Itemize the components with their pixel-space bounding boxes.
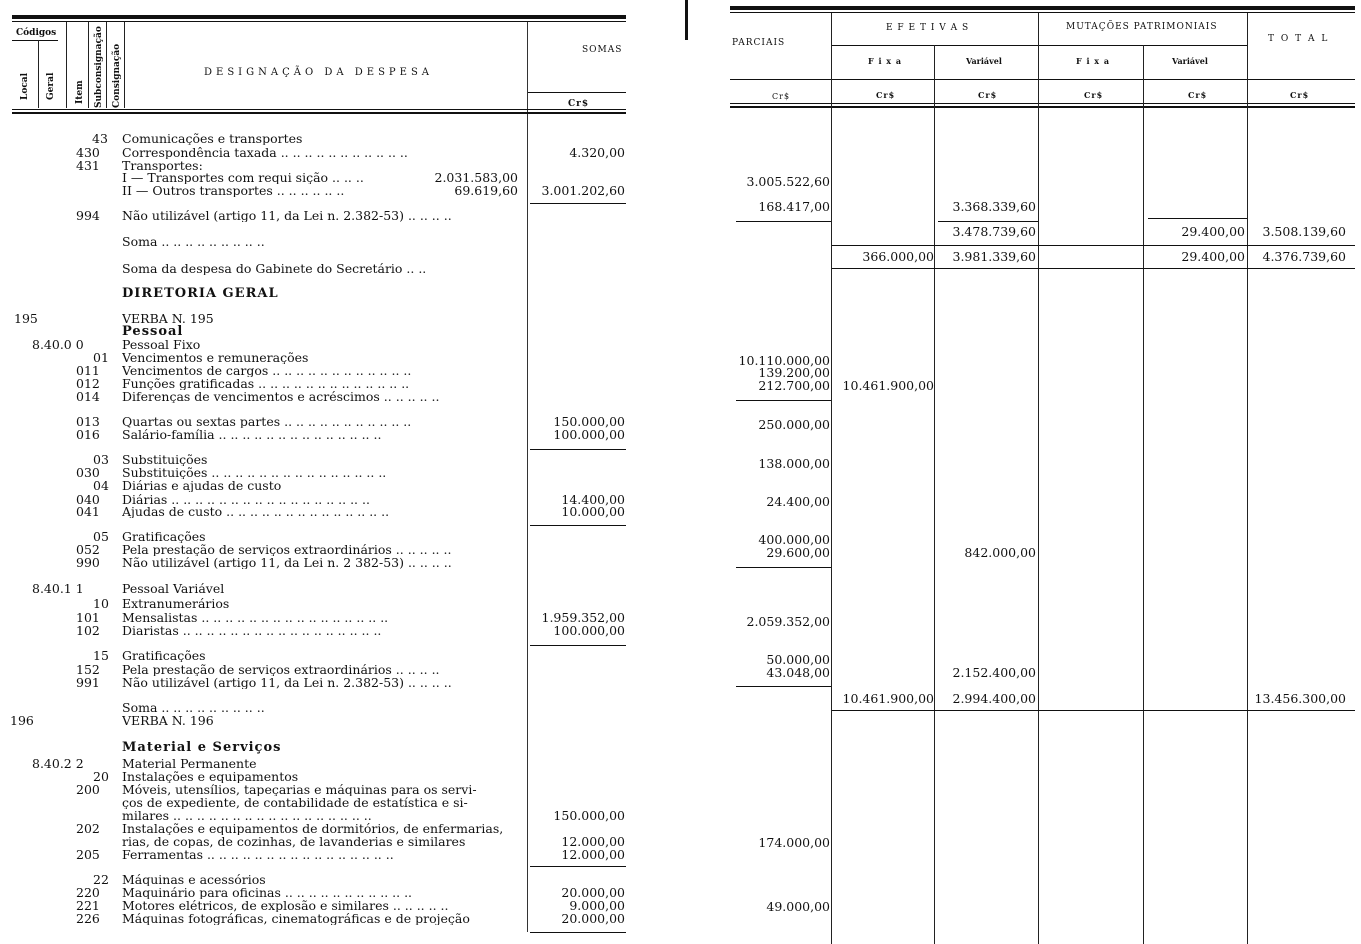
row-subtotal: 2.031.583,00 — [434, 170, 518, 185]
row-soma: 1.959.352,00 — [541, 610, 625, 625]
row-code: 014 — [76, 389, 100, 404]
value-parciais: 43.048,00 — [766, 665, 830, 680]
value-total: 3.508.139,60 — [1262, 224, 1346, 239]
value-parciais: 139.200,00 — [758, 365, 830, 380]
row-code: 016 — [76, 427, 100, 442]
row-designation: Maquinário para oficinas .. .. .. .. .. .. .. .. .. .. .. — [122, 886, 413, 899]
row-code: 221 — [76, 898, 100, 913]
col-divider — [1247, 13, 1248, 944]
row-designation: Vencimentos e remunerações — [122, 351, 309, 364]
value-var1: 842.000,00 — [964, 545, 1036, 560]
row-designation: Pela prestação de serviços extraordinários .. .. .. .. .. — [122, 543, 452, 556]
value-fixa1: 10.461.900,00 — [842, 378, 934, 393]
row-designation: Extranumerários — [122, 597, 230, 610]
row-designation: Motores elétricos, de explosão e similares .. .. .. .. .. — [122, 899, 449, 912]
sum-rule — [530, 525, 626, 526]
row-subtotal: 69.619,60 — [454, 183, 518, 198]
row-code: 040 — [76, 492, 100, 507]
row-designation: Transportes: — [122, 159, 203, 172]
value-parciais: 400.000,00 — [758, 532, 830, 547]
row-soma: 12.000,00 — [561, 847, 625, 862]
row-designation: Funções gratificadas .. .. .. .. .. .. .. .. .. .. .. .. .. — [122, 377, 410, 390]
top-rule — [12, 15, 626, 19]
value-var2: 29.400,00 — [1181, 249, 1245, 264]
row-code: 04 — [93, 478, 109, 493]
col-divider — [831, 13, 832, 944]
header-local: Local — [20, 72, 30, 100]
row-designation: Material e Serviços — [122, 741, 282, 754]
sum-rule — [530, 203, 626, 204]
row-code: 200 — [76, 782, 100, 797]
row-code: 10 — [93, 596, 109, 611]
row-code: 052 — [76, 542, 100, 557]
row-code: 226 — [76, 911, 100, 926]
row-soma: 100.000,00 — [553, 623, 625, 638]
value-var1: 3.478.739,60 — [952, 224, 1036, 239]
row-code: 8.40.1 1 — [32, 581, 84, 596]
row-code: 20 — [93, 769, 109, 784]
row-code: 990 — [76, 555, 100, 570]
row-code: 101 — [76, 610, 100, 625]
row-designation: I — Transportes com requi sição .. .. .. — [122, 171, 364, 184]
row-soma: 150.000,00 — [553, 414, 625, 429]
cr-var-2: Cr$ — [1188, 90, 1208, 100]
value-var2: 29.400,00 — [1181, 224, 1245, 239]
row-designation: Vencimentos de cargos .. .. .. .. .. .. .. .. .. .. .. .. — [122, 364, 412, 377]
row-code: 03 — [93, 452, 109, 467]
header-variavel-1: Variável — [966, 56, 1002, 66]
row-soma: 9.000,00 — [569, 898, 625, 913]
value-parciais: 50.000,00 — [766, 652, 830, 667]
row-designation: Ferramentas .. .. .. .. .. .. .. .. .. .. .. .. .. .. .. .. — [122, 848, 394, 861]
sum-rule — [736, 221, 831, 222]
sum-rule — [736, 686, 831, 687]
sum-rule — [736, 567, 831, 568]
row-soma: 10.000,00 — [561, 504, 625, 519]
row-code: 01 — [93, 350, 109, 365]
row-designation: Soma .. .. .. .. .. .. .. .. .. — [122, 235, 265, 248]
cr-parciais: Cr$ — [772, 92, 791, 101]
row-code: 8.40.2 2 — [32, 756, 84, 771]
row-code: 05 — [93, 529, 109, 544]
sum-rule — [530, 449, 626, 450]
row-code: 15 — [93, 648, 109, 663]
row-designation: Não utilizável (artigo 11, da Lei n. 2 382-53) .. .. .. .. — [122, 556, 452, 569]
header-divider — [88, 22, 89, 108]
row-code: 102 — [76, 623, 100, 638]
row-code: 196 — [10, 713, 34, 728]
row-code: 152 — [76, 662, 100, 677]
value-parciais: 2.059.352,00 — [746, 614, 830, 629]
row-designation: Não utilizável (artigo 11, da Lei n. 2.382-53) .. .. .. .. — [122, 676, 452, 689]
header-item: Item — [75, 80, 85, 104]
row-designation: Gratificações — [122, 530, 206, 543]
row-designation: Diárias e ajudas de custo — [122, 479, 282, 492]
book-spine — [684, 0, 689, 944]
value-parciais: 3.005.522,60 — [746, 174, 830, 189]
row-soma: 12.000,00 — [561, 834, 625, 849]
row-designation: rias, de copas, de cozinhas, de lavanderias e similares — [122, 835, 466, 848]
sum-rule — [530, 932, 626, 933]
row-soma: 14.400,00 — [561, 492, 625, 507]
row-designation: Diferenças de vencimentos e acréscimos .. .. .. .. .. — [122, 390, 440, 403]
cr-fixa-1: Cr$ — [876, 90, 896, 100]
row-code: 030 — [76, 465, 100, 480]
value-var1: 3.981.339,60 — [952, 249, 1036, 264]
value-fixa1: 10.461.900,00 — [842, 691, 934, 706]
col-divider — [1038, 13, 1039, 944]
value-fixa1: 366.000,00 — [862, 249, 934, 264]
sum-rule — [832, 245, 1355, 246]
value-var1: 2.152.400,00 — [952, 665, 1036, 680]
row-code: 013 — [76, 414, 100, 429]
row-soma: 20.000,00 — [561, 885, 625, 900]
row-code: 202 — [76, 821, 100, 836]
cr-total: Cr$ — [1290, 90, 1310, 100]
value-total: 13.456.300,00 — [1254, 691, 1346, 706]
header-efetivas: E F E T I V A S — [886, 23, 970, 33]
header-fixa-2: F i x a — [1076, 56, 1111, 66]
value-var1: 2.994.400,00 — [952, 691, 1036, 706]
header-subconsignacao: Subconsignação — [94, 26, 104, 108]
header-sub-rule — [832, 45, 1247, 46]
header-bottom-rule-2 — [730, 106, 1355, 108]
row-code: 012 — [76, 376, 100, 391]
row-designation: Pessoal — [122, 325, 184, 338]
header-divider — [106, 22, 107, 108]
row-designation: Quartas ou sextas partes .. .. .. .. .. .. .. .. .. .. .. — [122, 415, 412, 428]
row-code: 43 — [92, 131, 108, 146]
row-designation: VERBA N. 196 — [122, 714, 214, 727]
header-somas: SOMAS — [582, 45, 623, 55]
row-soma: 20.000,00 — [561, 911, 625, 926]
row-code: 8.40.0 0 — [32, 337, 84, 352]
row-designation: Substituições — [122, 453, 208, 466]
value-total: 4.376.739,60 — [1262, 249, 1346, 264]
value-parciais: 29.600,00 — [766, 545, 830, 560]
header-consignacao: Consignação — [112, 43, 122, 108]
header-bottom-rule — [12, 109, 626, 110]
header-parciais: PARCIAIS — [732, 38, 786, 48]
row-designation: Pessoal Variável — [122, 582, 225, 595]
sum-rule — [736, 400, 831, 401]
row-code: 195 — [14, 311, 38, 326]
row-soma: 3.001.202,60 — [541, 183, 625, 198]
row-code: 991 — [76, 675, 100, 690]
codigos-underline — [12, 40, 58, 41]
row-designation: Substituições .. .. .. .. .. .. .. .. .. .. .. .. .. .. .. — [122, 466, 387, 479]
header-cr-rule — [730, 79, 1355, 80]
value-parciais: 138.000,00 — [758, 456, 830, 471]
header-mutacoes: MUTAÇÕES PATRIMONIAIS — [1066, 22, 1218, 32]
row-designation: Soma .. .. .. .. .. .. .. .. .. — [122, 701, 265, 714]
sum-rule — [938, 221, 1038, 222]
row-designation: Diaristas .. .. .. .. .. .. .. .. .. .. .. .. .. .. .. .. .. — [122, 624, 382, 637]
header-total: T O T A L — [1268, 34, 1330, 44]
right-page — [700, 0, 1361, 944]
row-code: 041 — [76, 504, 100, 519]
left-page — [0, 0, 630, 944]
sum-rule — [1148, 218, 1247, 219]
header-bottom-rule-2 — [12, 112, 626, 114]
sum-rule — [530, 866, 626, 867]
row-designation: II — Outros transportes .. .. .. .. .. .. — [122, 184, 345, 197]
cr-fixa-2: Cr$ — [1084, 90, 1104, 100]
header-sep — [527, 92, 626, 93]
header-divider — [66, 22, 67, 108]
row-code: 431 — [76, 158, 100, 173]
row-designation: Diárias .. .. .. .. .. .. .. .. .. .. .. .. .. .. .. .. .. — [122, 493, 370, 506]
value-parciais: 174.000,00 — [758, 835, 830, 850]
sum-rule — [530, 645, 626, 646]
header-divider — [124, 22, 125, 108]
top-rule-thin — [730, 12, 1355, 13]
row-designation: Pela prestação de serviços extraordinários .. .. .. .. — [122, 663, 440, 676]
row-designation: Mensalistas .. .. .. .. .. .. .. .. .. .. .. .. .. .. .. .. — [122, 611, 389, 624]
row-soma: 100.000,00 — [553, 427, 625, 442]
row-designation: Pessoal Fixo — [122, 338, 201, 351]
row-code: 011 — [76, 363, 100, 378]
value-parciais: 10.110.000,00 — [738, 353, 830, 368]
value-var1: 3.368.339,60 — [952, 199, 1036, 214]
spine-mark — [685, 0, 688, 40]
row-designation: Instalações e equipamentos — [122, 770, 299, 783]
header-variavel-2: Variável — [1172, 56, 1208, 66]
row-designation: Salário-família .. .. .. .. .. .. .. .. .. .. .. .. .. .. — [122, 428, 382, 441]
sum-rule — [832, 710, 1355, 711]
row-designation: DIRETORIA GERAL — [122, 287, 279, 300]
row-designation: VERBA N. 195 — [122, 312, 214, 325]
row-designation: ços de expediente, de contabilidade de estatística e si- — [122, 796, 468, 809]
col-divider — [1143, 45, 1144, 944]
value-parciais: 250.000,00 — [758, 417, 830, 432]
row-code: 205 — [76, 847, 100, 862]
row-designation: Não utilizável (artigo 11, da Lei n. 2.382-53) .. .. .. .. — [122, 209, 452, 222]
top-rule-thin — [12, 21, 626, 22]
somas-divider — [527, 22, 528, 932]
sum-rule — [832, 268, 1355, 269]
header-bottom-rule — [730, 103, 1355, 104]
value-parciais: 212.700,00 — [758, 378, 830, 393]
row-designation: Instalações e equipamentos de dormitórios, de enfermarias, — [122, 822, 504, 835]
row-designation: Móveis, utensílios, tapeçarias e máquinas para os servi- — [122, 783, 477, 796]
row-designation: Máquinas e acessórios — [122, 873, 266, 886]
header-designacao: DESIGNAÇÃO DA DESPESA — [204, 67, 434, 78]
header-divider — [38, 40, 39, 108]
value-parciais: 168.417,00 — [758, 199, 830, 214]
row-code: 22 — [93, 872, 109, 887]
value-parciais: 24.400,00 — [766, 494, 830, 509]
col-divider — [934, 45, 935, 944]
row-soma: 4.320,00 — [569, 145, 625, 160]
row-designation: Ajudas de custo .. .. .. .. .. .. .. .. .. .. .. .. .. .. — [122, 505, 390, 518]
top-rule — [730, 6, 1355, 10]
row-code: 430 — [76, 145, 100, 160]
header-fixa-1: F i x a — [868, 56, 903, 66]
cr-var-1: Cr$ — [978, 90, 998, 100]
row-designation: Comunicações e transportes — [122, 132, 303, 145]
row-code: 994 — [76, 208, 100, 223]
row-designation: Máquinas fotográficas, cinematográficas e de projeção — [122, 912, 470, 925]
row-soma: 150.000,00 — [553, 808, 625, 823]
row-code: 220 — [76, 885, 100, 900]
header-geral: Geral — [46, 72, 56, 100]
header-currency: Cr$ — [568, 99, 590, 109]
row-designation: Gratificações — [122, 649, 206, 662]
value-parciais: 49.000,00 — [766, 899, 830, 914]
row-designation: milares .. .. .. .. .. .. .. .. .. .. .. .. .. .. .. .. .. — [122, 809, 372, 822]
row-designation: Material Permanente — [122, 757, 257, 770]
header-codigos: Códigos — [16, 28, 57, 38]
row-designation: Correspondência taxada .. .. .. .. .. .. .. .. .. .. .. — [122, 146, 408, 159]
row-designation: Soma da despesa do Gabinete do Secretário .. .. — [122, 262, 427, 275]
